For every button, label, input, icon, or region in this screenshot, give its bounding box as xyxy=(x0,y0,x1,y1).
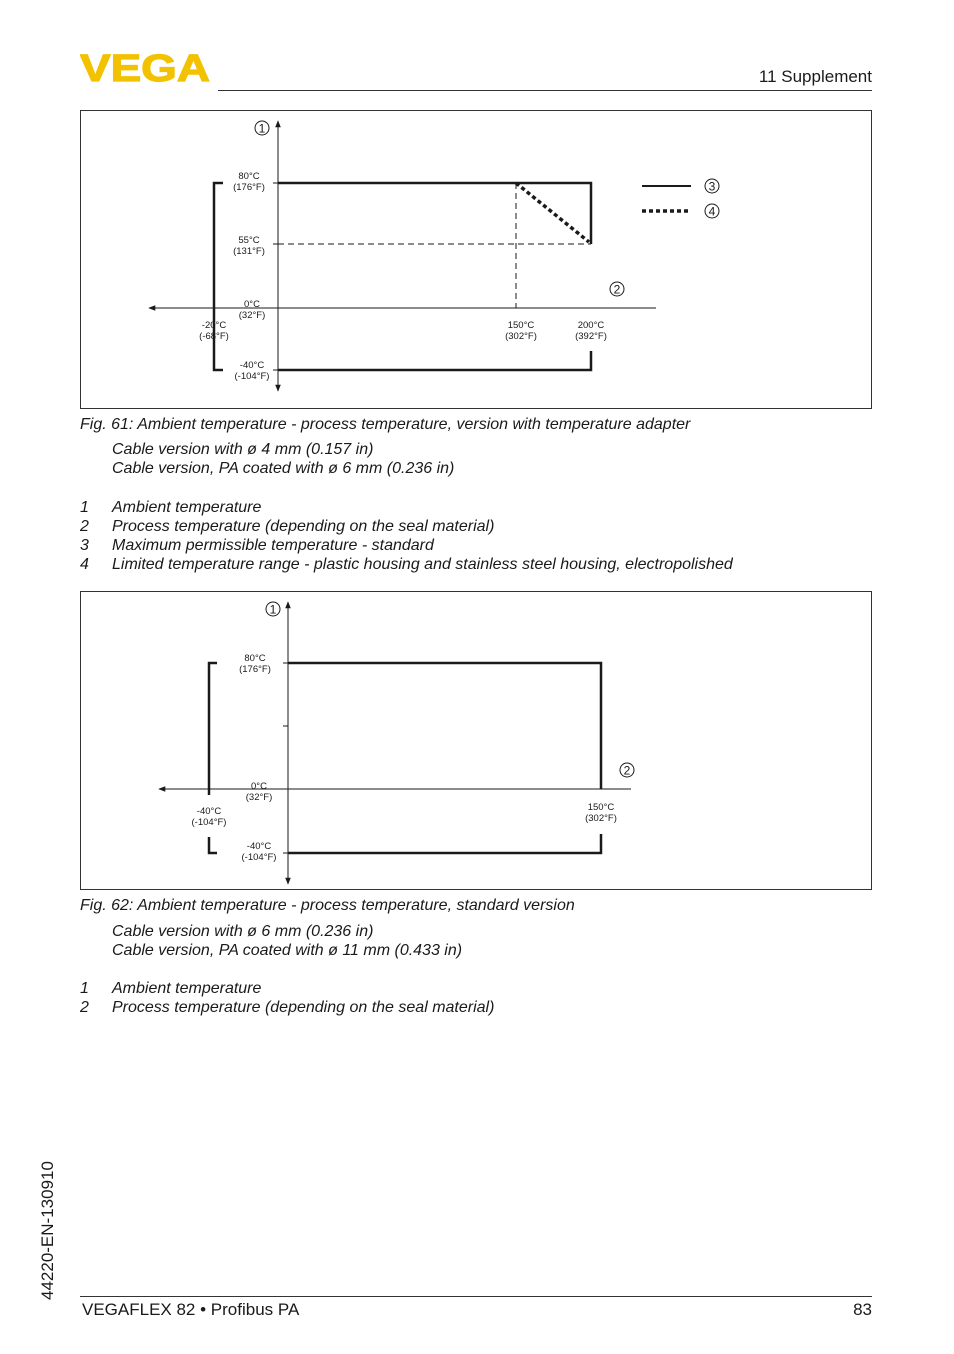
ambient-limit-bracket-bottom xyxy=(209,837,217,853)
svg-text:2: 2 xyxy=(613,282,621,297)
figure-61-note: Cable version, PA coated with ø 6 mm (0.236 in) xyxy=(112,460,455,477)
process-limit-bottom xyxy=(278,351,591,370)
tick-label: (32°F) xyxy=(245,792,273,803)
legend-text: Process temperature (depending on the seal material) xyxy=(112,999,495,1016)
svg-text:1: 1 xyxy=(269,602,277,617)
tick-label: 55°C xyxy=(238,235,260,246)
legend-text: Ambient temperature xyxy=(112,499,262,516)
legend-text: Limited temperature range - plastic housing and stainless steel housing, electropolished xyxy=(112,556,733,573)
tick-label: 80°C xyxy=(238,171,260,182)
limited-temperature-line xyxy=(516,183,589,242)
tick-label: -40°C xyxy=(239,360,265,371)
tick-label: (302°F) xyxy=(505,331,537,342)
legend-number: 3 xyxy=(80,537,89,554)
tick-label: (131°F) xyxy=(233,246,265,257)
legend-text: Ambient temperature xyxy=(112,980,262,997)
figure-62-caption: Fig. 62: Ambient temperature - process temperature, standard version xyxy=(80,897,575,914)
tick-label: 200°C xyxy=(577,320,605,331)
callout-1 xyxy=(266,602,280,617)
callout-3 xyxy=(705,179,719,194)
callout-2 xyxy=(620,763,634,778)
tick-label: (-68°F) xyxy=(199,331,229,342)
tick-label: (392°F) xyxy=(575,331,607,342)
tick-label: (176°F) xyxy=(239,664,271,675)
svg-text:4: 4 xyxy=(708,204,716,219)
tick-label: (-104°F) xyxy=(234,371,270,382)
tick-label: 150°C xyxy=(507,320,535,331)
page-number: 83 xyxy=(853,1300,872,1319)
document-id: 44220-EN-130910 xyxy=(38,1161,57,1300)
legend-number: 1 xyxy=(80,980,89,997)
tick-label: (32°F) xyxy=(238,310,266,321)
tick-label: 0°C xyxy=(244,299,260,310)
svg-text:1: 1 xyxy=(258,121,266,136)
legend-number: 1 xyxy=(80,499,89,516)
figure-62-diagram xyxy=(80,591,872,890)
max-temperature-line xyxy=(288,663,601,789)
ambient-limit-bracket xyxy=(209,663,217,795)
figure-62-note: Cable version, PA coated with ø 11 mm (0.433 in) xyxy=(112,942,463,959)
vega-logo xyxy=(80,50,212,84)
svg-text:3: 3 xyxy=(708,179,716,194)
tick-label: 150°C xyxy=(587,802,615,813)
svg-text:2: 2 xyxy=(623,763,631,778)
tick-label: 80°C xyxy=(244,653,266,664)
legend-number: 2 xyxy=(80,518,89,535)
tick-label: (-104°F) xyxy=(241,852,277,863)
figure-62-note: Cable version with ø 6 mm (0.236 in) xyxy=(112,923,374,940)
legend-number: 4 xyxy=(80,556,89,573)
footer-rule xyxy=(80,1296,872,1297)
callout-1 xyxy=(255,121,269,136)
tick-label: -40°C xyxy=(246,841,272,852)
footer-product: VEGAFLEX 82 • Profibus PA xyxy=(82,1300,300,1319)
tick-label: -40°C xyxy=(196,806,222,817)
figure-61-diagram xyxy=(80,110,872,409)
legend-text: Process temperature (depending on the seal material) xyxy=(112,518,495,535)
section-title: 11 Supplement xyxy=(758,67,872,86)
legend-text: Maximum permissible temperature - standard xyxy=(112,537,434,554)
max-temperature-standard-line xyxy=(278,183,591,244)
legend-number: 2 xyxy=(80,999,89,1016)
tick-label: (302°F) xyxy=(585,813,617,824)
logo-text: VEGA xyxy=(80,50,210,84)
process-limit-bottom xyxy=(288,834,601,853)
figure-61-note: Cable version with ø 4 mm (0.157 in) xyxy=(112,441,374,458)
figure-61-caption: Fig. 61: Ambient temperature - process temperature, version with temperature adapter xyxy=(80,416,691,433)
header-rule xyxy=(218,90,872,91)
tick-label: -20°C xyxy=(201,320,227,331)
tick-label: 0°C xyxy=(251,781,267,792)
tick-label: (-104°F) xyxy=(191,817,227,828)
callout-2 xyxy=(610,282,624,297)
tick-label: (176°F) xyxy=(233,182,265,193)
callout-4 xyxy=(705,204,719,219)
